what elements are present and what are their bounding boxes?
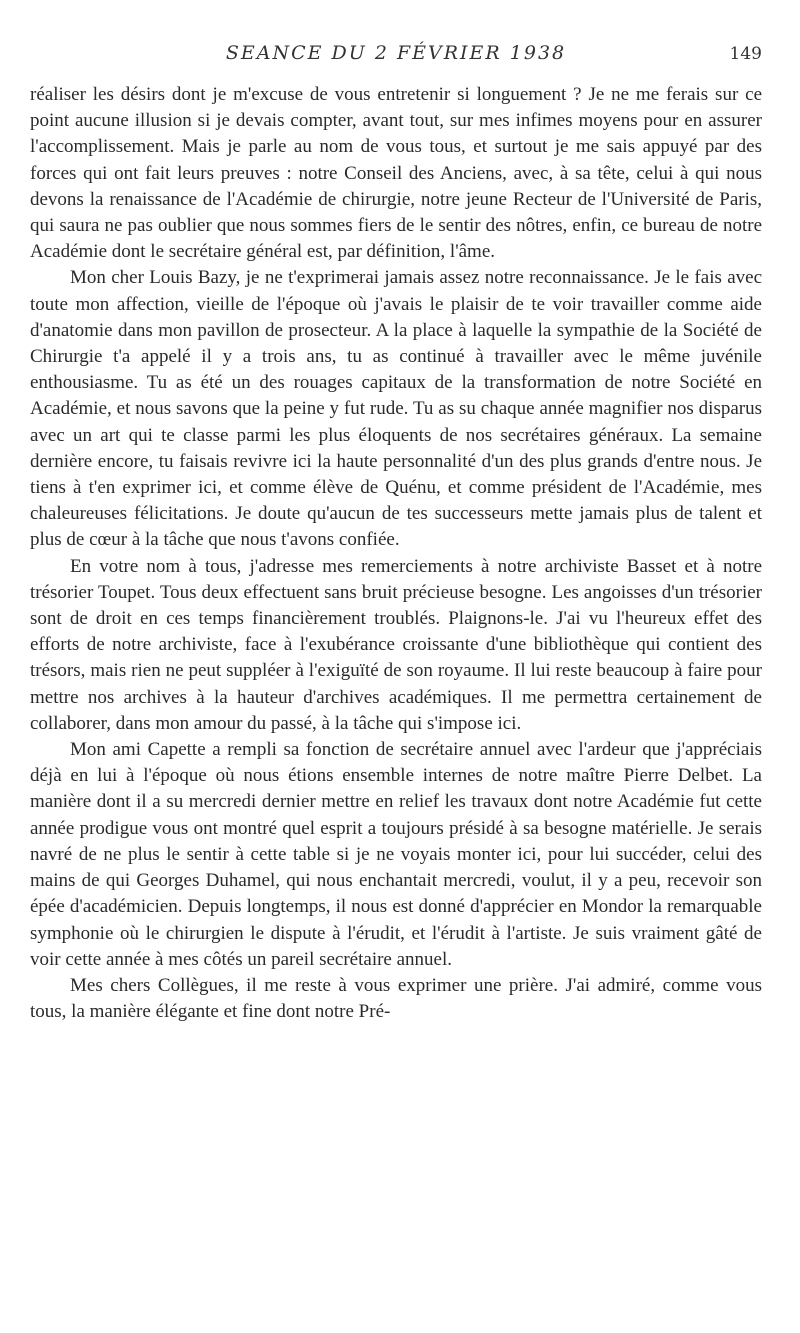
paragraph-1: réaliser les désirs dont je m'excuse de vous entretenir si longuement ? Je ne me ferais sur ce point aucune illusion si je devais compter, avant tout, sur mes infimes moyens pour en assurer l'accomplissement. Mais je parle au nom de vous tous, et surtout je me sais appuyé par des forces qui ont fait leurs preuves : notre Conseil des Anciens, avec, à sa tête, celui à qui nous devons la renaissance de l'Académie de chirurgie, notre jeune Recteur de l'Université de Paris, qui saura ne pas oublier que nous sommes fiers de le sentir des nôtres, enfin, ce bureau de notre Académie dont le secrétaire général est, par définition, l'âme. <box>30 84 762 263</box>
running-title: SEANCE DU 2 FÉVRIER 1938 <box>225 42 567 64</box>
paragraph-5: Mes chers Collègues, il me reste à vous exprimer une prière. J'ai admiré, comme vous tous, la manière élégante et fine dont notre Pré- <box>30 974 762 1023</box>
paragraph-2: Mon cher Louis Bazy, je ne t'exprimerai jamais assez notre reconnaissance. Je le fais avec toute mon affection, vieille de l'époque où j'avais le plaisir de te voir travailler comme aide d'anatomie dans mon pavillon de prosecteur. A la place à laquelle la sympathie de la Société de Chirurgie t'a appelé il y a trois ans, tu as continué à travailler avec le même juvénile enthousiasme. Tu as été un des rouages capitaux de la transformation de notre Société en Académie, et nous savons que la peine y fut rude. Tu as su chaque année magnifier nos disparus avec un art qui te classe parmi les plus éloquents de nos secrétaires généraux. La semaine dernière encore, tu faisais revivre ici la haute personnalité d'un des plus grands d'entre nous. Je tiens à t'en exprimer ici, et comme élève de Quénu, et comme président de l'Académie, mes chaleureuses félicitations. Je doute qu'aucun de tes successeurs mette jamais plus de talent et plus de cœur à la tâche que nous t'avons confiée. <box>30 267 762 551</box>
paragraph-3: En votre nom à tous, j'adresse mes remerciements à notre archiviste Basset et à notre trésorier Toupet. Tous deux effectuent sans bruit précieuse besogne. Les angoisses d'un trésorier sont de droit en ces temps financièrement troublés. Plaignons-le. J'ai vu l'heureux effet des efforts de notre archiviste, face à l'exubérance croissante d'une bibliothèque qui contient des trésors, mais rien ne peut suppléer à l'exiguïté de son royaume. Il lui reste beaucoup à faire pour mettre nos archives à la hauteur d'archives académiques. Il me permettra certainement de collaborer, dans mon amour du passé, à la tâche qui s'impose ici. <box>30 555 762 734</box>
body-text <box>30 82 762 1025</box>
running-header <box>30 0 762 82</box>
page-number: 149 <box>729 44 762 64</box>
paragraph-4: Mon ami Capette a rempli sa fonction de secrétaire annuel avec l'ardeur que j'appréciais déjà en lui à l'époque où nous étions ensemble internes de notre maître Pierre Delbet. La manière dont il a su mercredi dernier mettre en relief les travaux dont notre Académie fut cette année prodigue vous ont montré quel esprit a toujours présidé à sa besogne matérielle. Je serais navré de ne plus le sentir à cette table si je ne voyais monter ici, pour lui succéder, celui des mains de qui Georges Duhamel, qui nous enchantait mercredi, voulut, il y a peu, recevoir son épée d'académicien. Depuis longtemps, il nous est donné d'apprécier en Mondor la remarquable symphonie où le chirurgien le dispute à l'érudit, et l'érudit à l'artiste. Je suis vraiment gâté de voir cette année à mes côtés un pareil secrétaire annuel. <box>30 739 762 970</box>
